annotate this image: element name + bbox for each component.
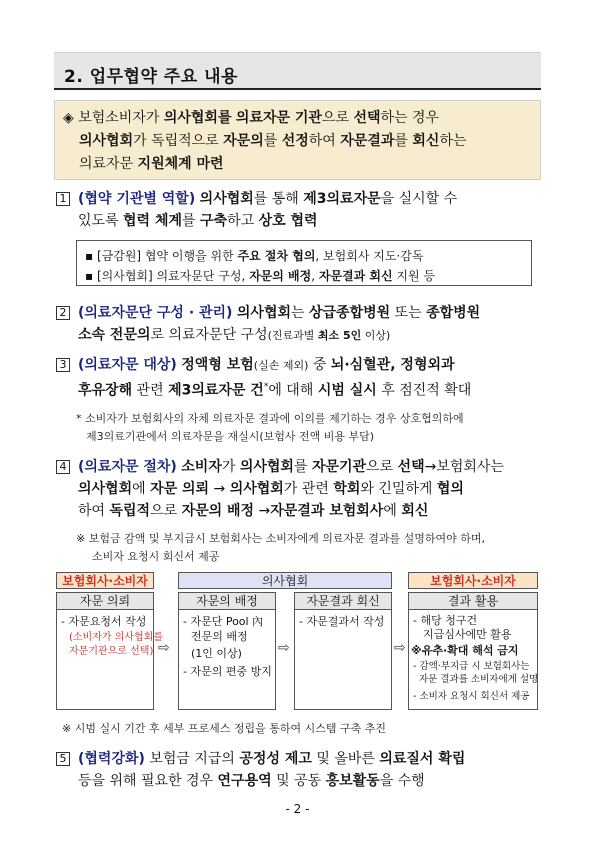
bold-text: 의료질서 확립: [379, 751, 466, 767]
text: →: [209, 481, 230, 497]
bold-text: 자문기관: [311, 459, 367, 475]
section-heading: (의료자문 절차): [78, 459, 177, 475]
text: 로 의료자문단 구성: [150, 327, 268, 343]
bold-text: 의사협회: [229, 481, 284, 497]
text: 와 긴밀하게: [360, 481, 437, 497]
bold-text: 협력 체계: [123, 213, 183, 229]
text: (실손 제외): [253, 359, 309, 372]
summary-bold: 선택: [353, 110, 381, 126]
flow-item: - 해당 청구건: [413, 614, 478, 627]
text: 를 통해: [253, 191, 304, 207]
bold-text: 독립적: [109, 503, 151, 519]
flow-item: 자문기관으로 선택): [69, 646, 154, 657]
role-row-fss: [85, 247, 423, 264]
text: ,: [311, 269, 319, 283]
section-heading: (협력강화): [78, 751, 145, 767]
summary-bold: 자문결과: [340, 133, 395, 149]
text: 후 점진적 확대: [376, 382, 472, 399]
footnote-mark: *: [263, 382, 269, 392]
flow-arrow-icon: ⇨: [158, 640, 170, 656]
section-4-note-1: ※ 보험금 감액 및 부지급시 보험회사는 소비자에게 의료자문 결과를 설명하여야 하며,: [76, 532, 485, 545]
flow-arrow-icon: ⇨: [394, 640, 406, 656]
bold-text: 자문 의뢰: [150, 481, 210, 497]
section-1-line-2: [78, 212, 318, 230]
summary-bold: 자문의: [223, 133, 264, 149]
summary-text: 가 독립적으로: [133, 133, 224, 149]
bold-text: 시범 실시: [317, 382, 377, 399]
summary-text: 를: [263, 133, 282, 149]
summary-bold: 선정: [281, 133, 309, 149]
flow-step-assign: [178, 592, 276, 710]
flow-step-title: 자문 의뢰: [57, 593, 153, 610]
bold-text: 제3의료자문: [303, 191, 381, 207]
section-title-bar: [54, 52, 541, 90]
section-4-line-3: [78, 502, 428, 520]
section-number-box: 2: [56, 306, 70, 320]
text: 지원 등: [392, 269, 436, 283]
text: 으로: [150, 503, 182, 519]
summary-bold: 회신: [412, 133, 440, 149]
bold-text: 자문결과 회신: [318, 269, 393, 283]
bold-text: 뇌·심혈관, 정형외과: [330, 357, 455, 373]
bold-text: 주요 절차 협의: [237, 249, 316, 263]
section-number-box: 5: [56, 752, 70, 766]
bold-text: 홍보활동: [325, 773, 380, 789]
bold-text: 후유장해: [78, 382, 133, 399]
role-row-kma: [85, 267, 435, 284]
bold-text: 학회: [333, 481, 361, 497]
flow-item: 전문의 배정: [191, 630, 248, 643]
text: 및 공동: [271, 773, 326, 789]
flow-step-request: [56, 592, 164, 710]
section-4-line-1: [78, 458, 504, 476]
flow-item: - 자문의 편중 방지: [183, 665, 272, 678]
text: 를: [293, 459, 312, 475]
text: 등을 위해 필요한 경우: [78, 773, 218, 789]
section-heading: (의료자문단 구성 · 관리): [78, 305, 233, 321]
bold-text: 의사협회: [78, 481, 133, 497]
section-3-note-1: * 소비자가 보험회사의 자체 의료자문 결과에 이의를 제기하는 경우 상호협의하에: [76, 412, 464, 425]
section-5-line-1: [78, 750, 465, 768]
flow-step-use: [408, 592, 538, 710]
bold-text: 연구용역: [217, 773, 272, 789]
section-heading: (의료자문 대상): [78, 357, 177, 373]
text: 에: [132, 481, 151, 497]
bold-text: 의사협회: [199, 191, 254, 207]
section-number-box: 3: [56, 358, 70, 372]
diamond-bullet-icon: ◈: [63, 110, 74, 126]
text: 가: [221, 459, 240, 475]
text: 중: [308, 357, 331, 373]
text: 을 수행: [379, 773, 425, 789]
bold-text: 의사협회: [239, 459, 294, 475]
text: ▪ [의사협회] 의료자문단 구성,: [85, 269, 250, 283]
flow-header-kma: 의사협회: [178, 572, 392, 589]
summary-bold: 의료자문 기관: [235, 110, 322, 126]
summary-text: 를: [394, 133, 413, 149]
summary-line-2: [79, 132, 467, 150]
summary-text: 하여: [308, 133, 341, 149]
text: ▪ [금감원] 협약 이행을 위한: [85, 249, 238, 263]
summary-line-3: [79, 155, 224, 173]
summary-bold: 의사협회: [79, 133, 134, 149]
section-2-line-1: [78, 304, 480, 322]
flow-item: - 감액·부지급 시 보험회사는: [413, 661, 530, 672]
text: (진료과별: [267, 329, 318, 342]
text: , 보험회사 지도·감독: [315, 249, 424, 263]
bold-text: 자문의 배정: [249, 269, 312, 283]
flow-note: ※ 시범 실시 기간 후 세부 프로세스 정립을 통하여 시스템 구축 추진: [62, 722, 386, 735]
text: 또는: [390, 305, 427, 321]
flow-item: (소비자가 의사협회를: [69, 632, 164, 643]
text: 으로: [366, 459, 398, 475]
page-number: - 2 -: [285, 802, 310, 816]
bold-text: 소비자: [181, 459, 222, 475]
bold-text: 자문의 배정: [181, 503, 255, 519]
text: 보험금 지급의: [144, 751, 240, 767]
bold-text: 제3의료자문 건: [168, 382, 264, 399]
section-3-line-1: [78, 356, 455, 375]
bold-text: 구축: [200, 213, 228, 229]
bold-text: 선택: [397, 459, 425, 475]
text: 및 올바른: [311, 751, 380, 767]
bold-text: 정액형 보험: [181, 357, 254, 373]
text: 에: [383, 503, 402, 519]
bold-text: 회신: [401, 503, 429, 519]
flow-item: (1인 이상): [191, 647, 242, 660]
summary-text: 하는: [439, 133, 467, 149]
role-info-box: [76, 240, 532, 286]
text: 는: [291, 305, 309, 321]
flow-item: ※유추·확대 해석 금지: [411, 644, 519, 657]
bold-text: 공정성 제고: [239, 751, 312, 767]
summary-text: 하는 경우: [380, 110, 440, 126]
flow-step-title: 자문의 배정: [179, 593, 275, 610]
text: →보험회사는: [424, 459, 504, 475]
section-4-note-2: 소비자 요청시 회신서 제공: [92, 550, 220, 563]
flow-step-title: 자문결과 회신: [295, 593, 391, 610]
bold-text: 상호 협력: [258, 213, 318, 229]
flow-item: 자문 결과를 소비자에게 설명: [419, 674, 539, 685]
bold-text: 자문결과 보험회사: [270, 503, 384, 519]
summary-bold: 지원체계 마련: [137, 156, 224, 172]
flow-step-title: 결과 활용: [409, 593, 537, 610]
summary-text: 보험소비자가: [78, 110, 164, 126]
section-number-box: 1: [56, 192, 70, 206]
summary-box: [54, 100, 541, 180]
bold-text: 협의: [436, 481, 464, 497]
summary-bold: 의사협회를: [163, 110, 232, 126]
section-5-line-2: [78, 772, 425, 790]
section-title: 2. 업무협약 주요 내용: [64, 67, 238, 87]
section-number-box: 4: [56, 460, 70, 474]
bold-text: 상급종합병원: [309, 305, 391, 321]
section-2-line-2: [78, 326, 390, 345]
flow-header-insurer-consumer-right: 보험회사·소비자: [408, 572, 538, 589]
flow-item: - 소비자 요청시 회신서 제공: [413, 691, 530, 702]
text: 있도록: [78, 213, 124, 229]
flow-item: - 자문요청서 작성: [61, 615, 147, 628]
text: 하여: [78, 503, 110, 519]
text: 를: [182, 213, 200, 229]
flow-item: - 자문단 Pool 內: [183, 615, 264, 628]
section-heading: (협약 기관별 역할): [78, 191, 196, 207]
bold-text: 종합병원: [426, 305, 481, 321]
summary-line-1: [63, 109, 439, 127]
bold-text: 의사협회: [236, 305, 292, 321]
section-3-note-2: 제3의료기관에서 의료자문을 재실시(보험사 전액 비용 부담): [86, 430, 375, 443]
flow-item: 지급심사에만 활용: [423, 628, 512, 641]
flow-header-insurer-consumer-left: 보험회사·소비자: [56, 572, 154, 589]
flow-item: - 자문결과서 작성: [299, 615, 385, 628]
summary-text: 의료자문: [79, 156, 138, 172]
text: 을 실시할 수: [380, 191, 458, 207]
text: 가 관련: [283, 481, 334, 497]
flow-arrow-icon: ⇨: [278, 640, 290, 656]
text: 하고: [227, 213, 259, 229]
bold-text: 최소 5인: [317, 329, 362, 342]
section-4-line-2: [78, 480, 464, 498]
summary-text: 으로: [321, 110, 354, 126]
text: 관련: [132, 382, 169, 399]
bold-text: 소속 전문의: [78, 327, 151, 343]
text: →: [254, 503, 271, 519]
text: 이상): [361, 329, 391, 342]
text: 에 대해: [268, 382, 318, 399]
section-1-line-1: [78, 190, 457, 208]
section-3-line-2: [78, 378, 471, 400]
flow-step-reply: [294, 592, 392, 710]
